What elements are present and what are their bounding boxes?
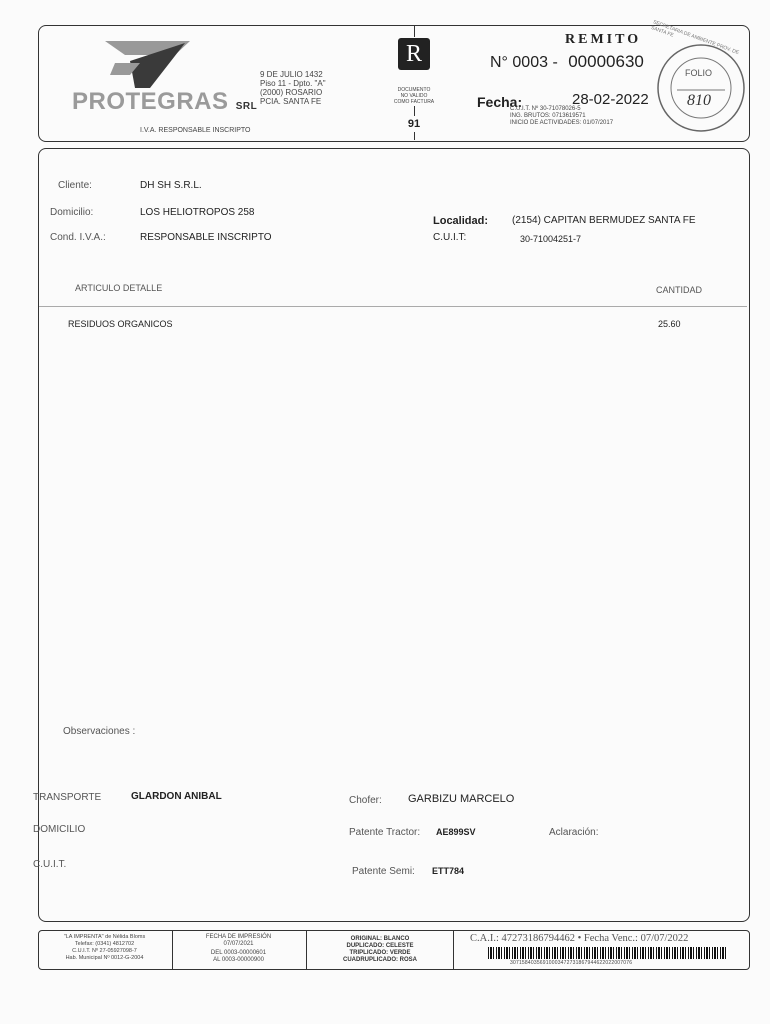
- barcode: [488, 947, 728, 959]
- address-line: (2000) ROSARIO: [260, 88, 323, 97]
- aclaracion-label: Aclaración:: [549, 827, 599, 838]
- transport-cuit-label: C.U.I.T.: [33, 859, 67, 870]
- stamp-ring-text: SECRETARIA DE AMBIENTE PROV. DE SANTA FE: [649, 19, 740, 57]
- copies-line: ORIGINAL: BLANCO: [350, 936, 410, 942]
- bottom-divider: [453, 930, 454, 969]
- company-logo: [95, 33, 195, 93]
- transport-domicilio-label: DOMICILIO: [33, 824, 86, 835]
- cai-text: C.A.I.: 47273186794462 • Fecha Venc.: 07/07/2022: [470, 933, 689, 944]
- table-header-rule: [39, 306, 747, 307]
- tax-line: ING. BRUTOS: 0713619571: [510, 113, 586, 119]
- divider-line-bottom: [414, 132, 415, 140]
- divider-line-mid: [414, 106, 415, 116]
- address-line: 9 DE JULIO 1432: [260, 70, 323, 79]
- chofer-label: Chofer:: [349, 795, 382, 806]
- doc-code: 91: [407, 118, 421, 130]
- domicilio-label: Domicilio:: [50, 207, 94, 218]
- remito-number: [490, 52, 644, 72]
- tax-info: [510, 106, 613, 127]
- localidad-value: (2154) CAPITAN BERMUDEZ SANTA FE: [512, 215, 696, 226]
- company-name: [72, 88, 257, 116]
- patente-tractor-label: Patente Tractor:: [349, 827, 421, 838]
- company-address: [260, 70, 326, 106]
- divider-line-top: [414, 25, 415, 37]
- barcode-number: 30715840356910003472731867944622022007076: [510, 960, 633, 966]
- chofer-value: GARBIZU MARCELO: [408, 793, 515, 805]
- folio-stamp: [649, 19, 747, 134]
- printer-line: "LA IMPRENTA" de Nélida Bloms: [63, 934, 146, 940]
- bottom-divider: [172, 930, 173, 969]
- print-range-line: AL 0003-00000900: [213, 957, 264, 963]
- company-name-light: PROTEGRAS: [72, 88, 229, 115]
- doc-note: [389, 87, 439, 105]
- main-box: [38, 148, 750, 922]
- cuit-value: 30-71004251-7: [520, 234, 582, 244]
- bottom-divider: [306, 930, 307, 969]
- iva-status: I.V.A. RESPONSABLE INSCRIPTO: [140, 127, 251, 134]
- printer-line: C.U.I.T. Nº 27-05927098-7: [72, 948, 137, 954]
- print-date-label: FECHA DE IMPRESIÓN: [205, 934, 272, 940]
- col-header-detalle: ARTICULO DETALLE: [75, 283, 163, 293]
- print-date-value: 07/07/2021: [223, 941, 254, 947]
- localidad-label: Localidad:: [433, 215, 489, 227]
- printer-info: [42, 934, 167, 962]
- copies-line: CUADRUPLICADO: ROSA: [343, 957, 417, 963]
- stamp-folio-label: FOLIO: [685, 68, 713, 78]
- patente-semi-label: Patente Semi:: [352, 866, 415, 877]
- stamp-number: 810: [687, 92, 711, 109]
- doc-letter-box: [398, 38, 430, 70]
- patente-semi-value: ETT784: [432, 866, 465, 876]
- copies-legend: [320, 936, 440, 964]
- number-value: 00000630: [568, 52, 644, 71]
- fecha-value: 28-02-2022: [572, 91, 649, 108]
- cond-iva-label: Cond. I.V.A.:: [50, 232, 106, 243]
- transporte-value: GLARDON ANIBAL: [131, 791, 222, 802]
- address-line: Piso 11 - Dpto. "A": [260, 79, 326, 88]
- domicilio-value: LOS HELIOTROPOS 258: [140, 207, 255, 218]
- printer-line: Telefax: (0341) 4812702: [74, 941, 135, 947]
- copies-line: DUPLICADO: CELESTE: [346, 943, 414, 949]
- doc-note-line: NO VALIDO: [400, 93, 428, 99]
- doc-note-line: DOCUMENTO: [397, 87, 431, 93]
- patente-tractor-value: AE899SV: [436, 827, 476, 837]
- print-date-block: [176, 934, 301, 964]
- address-line: PCIA. SANTA FE: [260, 97, 322, 106]
- doc-type: REMITO: [565, 32, 642, 47]
- number-label: N° 0003 -: [490, 54, 558, 71]
- cliente-label: Cliente:: [58, 180, 92, 191]
- fecha-label: Fecha:: [477, 94, 523, 110]
- col-header-cantidad: CANTIDAD: [656, 285, 703, 295]
- table-row-detalle: RESIDUOS ORGANICOS: [68, 319, 173, 329]
- transporte-label: TRANSPORTE: [33, 792, 102, 803]
- observaciones-label: Observaciones :: [63, 726, 136, 737]
- cond-iva-value: RESPONSABLE INSCRIPTO: [140, 232, 272, 243]
- cliente-value: DH SH S.R.L.: [140, 180, 202, 191]
- print-range-line: DEL 0003-00000601: [210, 950, 267, 956]
- protegras-logo-icon: [95, 33, 195, 93]
- company-suffix: SRL: [235, 101, 258, 112]
- copies-line: TRIPLICADO: VERDE: [349, 950, 411, 956]
- doc-note-line: COMO FACTURA: [393, 99, 435, 105]
- printer-line: Hab. Municipal Nº 0012-G-2004: [65, 955, 144, 961]
- cuit-label: C.U.I.T:: [433, 232, 467, 243]
- doc-letter: R: [405, 41, 422, 67]
- tax-line: INICIO DE ACTIVIDADES: 01/07/2017: [510, 120, 614, 126]
- tax-line: C.U.I.T. Nº 30-71078026-5: [510, 106, 581, 112]
- table-row-cantidad: 25.60: [658, 319, 681, 329]
